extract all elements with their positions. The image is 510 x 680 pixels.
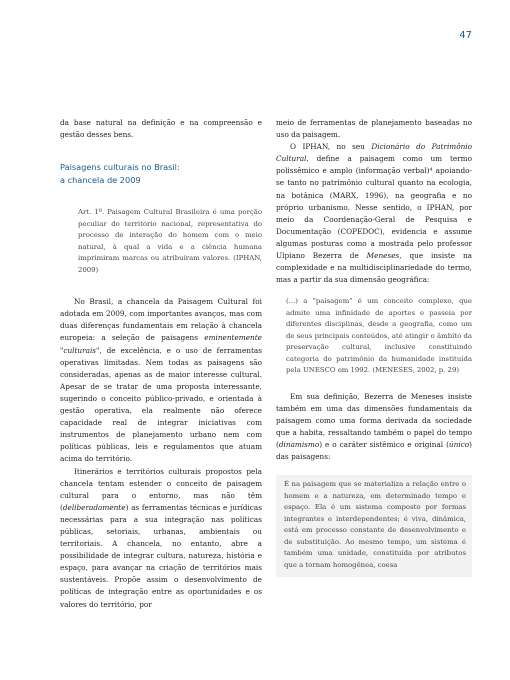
intro-paragraph: da base natural na definição e na compreensão e gestão desses bens. [60, 118, 262, 140]
body-paragraph-1 [60, 296, 262, 465]
legal-quote: Art. 1º. Paisagem Cultural Brasileira é uma porção peculiar do território nacional, representativa do processo de interação do homem com o meio natural, à qual a vida e a ciência humana imprimiram marcas ou atribuíram valores. (IPHAN, 2009) [78, 208, 262, 274]
definition-paragraph-text-b: ) e o caráter sistêmico e original ( [319, 440, 449, 450]
meneses-quote: (...) a "paisagem" é um conceito complexo, que admite uma infinidade de aportes e passeia por diferentes disciplinas, desde a geografia, como um de seus principais conteúdos, até atingir o âmbito da preservação cultural, inclusive constituindo categoria do patrimônio da humanidade instituída pela UNESCO em 1992. (MENESES, 2002, p. 29) [286, 297, 472, 375]
body-paragraph-2-text-b: ) as ferramentas técnicas e jurídicas necessárias para a sua integração nas políticas públicas, setoriais, urbanas, ambientais ou territoriais. A chancela, no entanto, abre a possibilidade de integrar cultura, natureza, história e espaço, para avançar na criação de territórios mais sustentáveis. Propõe assim o desenvolvimento de políticas de integração entre as oportunidades e os valores do território, por [60, 502, 262, 609]
body-paragraph-2 [60, 466, 262, 611]
body-paragraph-2-text-a: Itinerários e territórios culturais propostos pela chancela tentam estender o conceito de paisagem cultural para o entorno, mas não têm ( [60, 466, 262, 512]
definition-paragraph-text-c: ) das paisagens: [276, 440, 472, 462]
body-paragraph-1-text-b: , de excelência, e o uso de ferramentas operativas limitadas. Nem todas as paisagens são consideradas, apenas as de maior interesse cultural. Apesar de se tratar de uma proposta interessante, sugerindo o conceito público-privado, e orientada à gestão operativa, ela realmente não oferece capacidade real de integrar iniciativas com instrumentos de planejamento urbano nem com políticas públicas, leis e regulamentos que atuam acima do território. [60, 345, 262, 464]
right-column [276, 117, 472, 577]
definition-paragraph-text-a: Em sua definição, Bezerra de Meneses insiste também em uma das dimensões fundamentais da paisagem como uma forma derivada da sociedade que a habita, ressaltando também o papel do tempo ( [276, 391, 472, 450]
iphan-paragraph-text-a: O IPHAN, no seu [290, 142, 372, 152]
body-paragraph-1-emphasis: eminentemente "culturais" [60, 333, 262, 355]
definition-emphasis-1: dinamismo [278, 440, 320, 450]
section-heading [60, 161, 262, 187]
section-heading-line-2: a chancela de 2009 [60, 175, 141, 186]
landscape-quote-box: É na paisagem que se materializa a relação entre o homem e a natureza, em determinado tempo e espaço. Ela é um sistema composto por formas integrantes e interdependentes; é viva, dinâmica, está em processo constante de desenvolvimento e de substituição. Ao mesmo tempo, um sistema é também uma unidade, constituída por atributos que a tornam homogênea, coesa [276, 475, 472, 577]
body-paragraph-2-emphasis: deliberadamente [62, 502, 126, 512]
iphan-paragraph [276, 141, 472, 286]
definition-paragraph [276, 391, 472, 464]
left-column [60, 117, 262, 611]
dictionary-title: Dicionário do Patrimônio Cultural [276, 142, 473, 164]
definition-emphasis-2: único [448, 440, 470, 450]
page-number: 47 [459, 30, 472, 41]
section-heading-line-1: Paisagens culturais no Brasil: [60, 162, 180, 173]
iphan-paragraph-text-c: , que insiste na complexidade e na multidisciplinariedade do termo, mas a partir da sua dimensão geográfica: [276, 251, 472, 285]
author-name: Meneses [366, 251, 400, 261]
iphan-paragraph-text-b: , define a paisagem como um termo polissêmico e amplo (informação verbal)⁴ apoiando-se tanto no patrimônio cultural quanto na ecologia, na botânica (MARX, 1996), na geografia e no próprio urbanismo. Nesse sentido, o IPHAN, por meio da Coordenação-Geral de Pesquisa e Documentação (COPEDOC), evidencia e assume algumas posturas como a mostrada pelo professor Ulpiano Bezerra de [276, 154, 472, 261]
body-paragraph-1-text-a: No Brasil, a chancela da Paisagem Cultural foi adotada em 2009, com importantes avanços, mas com duas diferenças fundamentais em relação à chancela europeia: a seleção de paisagens [60, 297, 262, 343]
continuation-paragraph: meio de ferramentas de planejamento baseadas no uso da paisagem. [276, 118, 472, 140]
